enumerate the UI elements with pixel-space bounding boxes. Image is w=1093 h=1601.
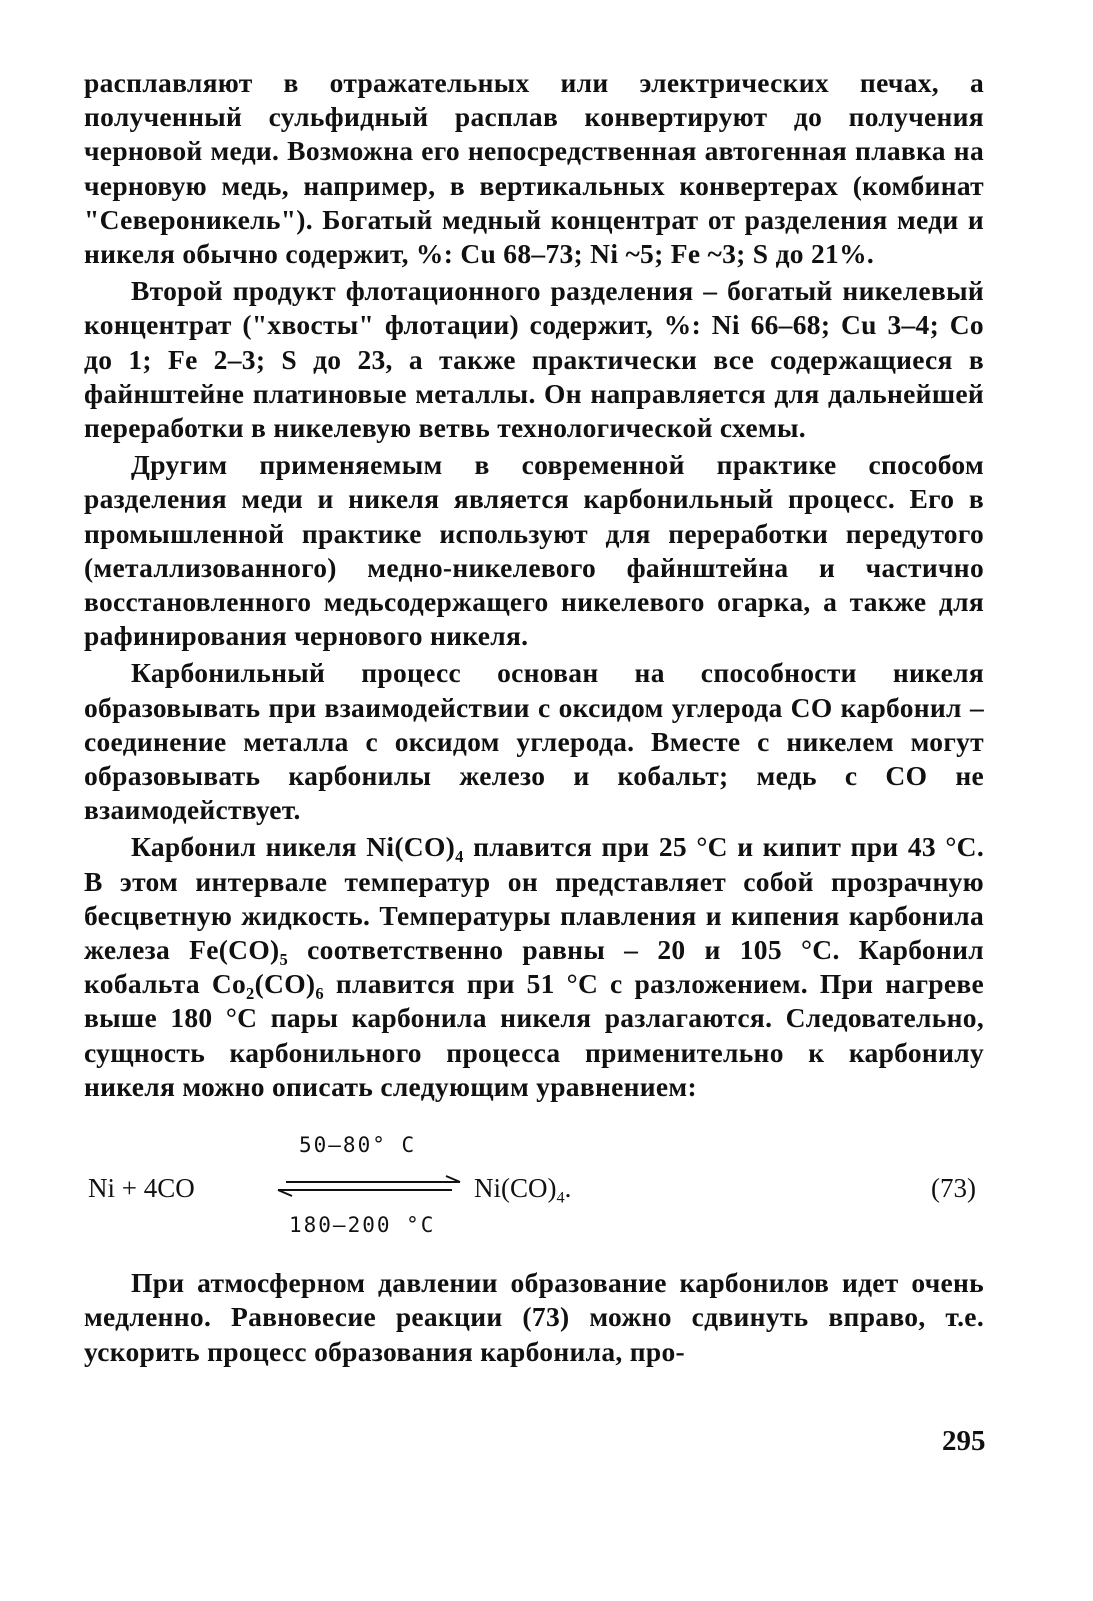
- text-run: Карбонил никеля Ni(CO): [131, 831, 456, 863]
- equation-reactants: Ni + 4CO: [88, 1173, 195, 1204]
- text-run: соответственно равны – 20 и 105 °С. Карбонил кобальта Co: [84, 934, 984, 1000]
- page-body: [84, 66, 984, 1372]
- text-run: плавится при 25 °С и кипит при 43 °С. В этом интервале температур он представляет собой прозрачную бесцветную жидкость. Температуры плавления и кипения карбонила железа Fe(CO): [84, 831, 984, 966]
- subscript: 4: [455, 847, 464, 867]
- text-run: Ni(CO): [474, 1173, 557, 1204]
- paragraph-2: Второй продукт флотационного разделения – богатый никелевый концентрат ("хвосты" флотации) содержит, %: Ni 66–68; Cu 3–4; Co до 1; Fe 2–3; S до 23, а также практически все содержащиеся в файнштейне платиновые металлы. Он направляется для дальнейшей переработки в никелевую ветвь технологической схемы.: [84, 275, 984, 444]
- subscript: 5: [279, 949, 289, 969]
- paragraph-3: Другим применяемым в современной практике способом разделения меди и никеля является карбонильный процесс. Его в промышленной практике используют для переработки передутого (металлизованного) медно-никелевого файнштейна и частично восстановленного медьсодержащего никелевого огарка, а также для рафинирования чернового никеля.: [84, 449, 984, 652]
- equation-73: [84, 1129, 984, 1239]
- paragraph-5: [84, 830, 984, 1104]
- paragraph-1: расплавляют в отражательных или электрических печах, а полученный сульфидный расплав конвертируют до получения черновой меди. Возможна его непосредственная автогенная плавка на черновую медь, например, в вертикальных конвертерах (комбинат "Североникель"). Богатый медный концентрат от разделения меди и никеля обычно содержит, %: Cu 68–73; Ni ~5; Fe ~3; S до 21%.: [84, 67, 984, 270]
- text-run: (CO): [254, 968, 316, 1000]
- subscript: 6: [315, 984, 324, 1004]
- text-run: плавится при 51 °С с разложением. При нагреве выше 180 °С пары карбонила никеля разлагаются. Следовательно, сущность карбонильного процесса применительно к карбонилу никеля можно описать следующим уравнением:: [84, 968, 984, 1102]
- equation-forward-condition: 50–80° C: [299, 1133, 417, 1158]
- equation-product: [474, 1173, 572, 1207]
- page-number: 295: [942, 1425, 986, 1457]
- subscript: 4: [556, 1188, 565, 1207]
- paragraph-4: Карбонильный процесс основан на способности никеля образовывать при взаимодействии с оксидом углерода СО карбонил – соединение металла с оксидом углерода. Вместе с никелем могут образовывать карбонилы железо и кобальт; медь с СО не взаимодействует.: [84, 657, 984, 826]
- text-run: .: [564, 1173, 572, 1204]
- equation-reverse-condition: 180–200 °C: [289, 1213, 436, 1238]
- paragraph-6: При атмосферном давлении образование карбонилов идет очень медленно. Равновесие реакции (73) можно сдвинуть вправо, т.е. ускорить процесс образования карбонила, про-: [84, 1267, 984, 1367]
- subscript: 2: [246, 984, 255, 1004]
- equation-number: (73): [931, 1173, 976, 1204]
- equilibrium-arrows-icon: [274, 1173, 464, 1199]
